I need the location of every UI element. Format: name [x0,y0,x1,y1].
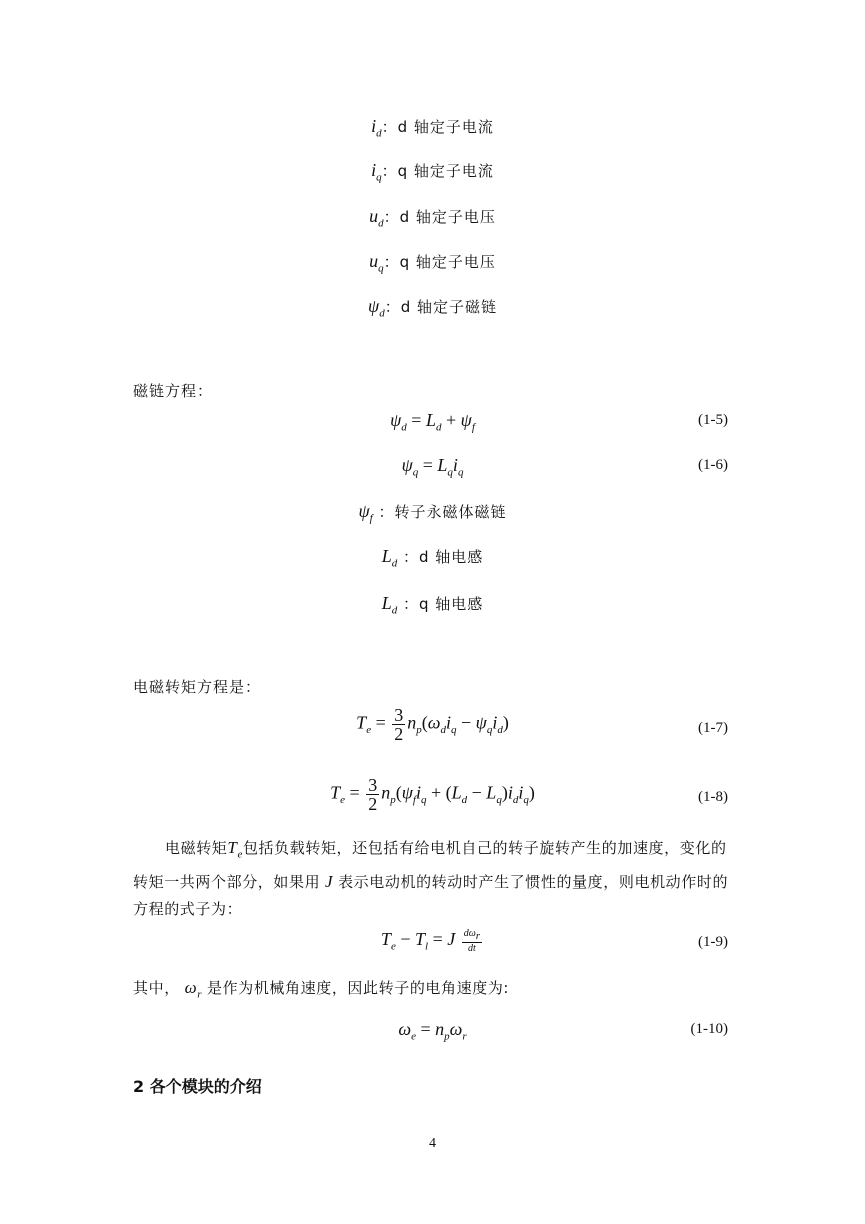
def-id: $i_d$：d 轴定子电流 [371,116,494,140]
eq-number-1-10: (1-10) [690,1021,728,1037]
equation-1-5: $\psi_d = L_d + \psi_f$ [390,410,475,434]
paragraph-electrical-speed: 其中， $\omega_r$ 是作为机械角速度，因此转子的电角速度为: [133,978,510,1001]
section-heading: 2 各个模块的介绍 [133,1077,262,1096]
eq-number-1-6: (1-6) [698,457,728,473]
eq-number-1-5: (1-5) [698,412,728,428]
def-lq: $L_d$ ：q 轴电感 [381,593,484,617]
def-ld: $L_d$ ：d 轴电感 [381,546,484,570]
flux-equation-heading: 磁链方程： [133,382,214,400]
def-psif: $\psi_f$ ：转子永磁体磁链 [358,501,507,525]
eq-number-1-7: (1-7) [698,720,728,736]
def-uq: $u_q$：q 轴定子电压 [369,251,496,275]
equation-1-6: $\psi_q = L_qi_q$ [401,455,464,479]
paragraph-torque-description: 电磁转矩$T_e$包括负载转矩，还包括有给电机自己的转子旋转产生的加速度，变化的转矩一共两个部分，如果用 J 表示电动机的转动时产生了惯性的量度，则电机动作时的方程的式子为： [133,838,729,919]
eq-number-1-9: (1-9) [698,934,728,950]
equation-1-7: $T_e$ = $\frac{3}{2}$ $n_p(\omega_di_q - \psi_qi_d)$ [356,705,509,744]
def-ud: $u_d$：d 轴定子电压 [369,206,496,230]
def-psid: $\psi_d$：d 轴定子磁链 [368,296,497,320]
equation-1-9: $T_e - T_l = J$ $\frac{d\omega_r}{dt}$ [380,928,481,954]
equation-1-10: $\omega_e = n_p\omega_r$ [398,1019,467,1043]
eq-number-1-8: (1-8) [698,789,728,805]
page-number: 4 [429,1136,436,1151]
equation-1-8: $T_e$ = $\frac{3}{2}$ $n_p(\psi_fi_q + (L_d - L_q)i_di_q)$ [330,775,535,814]
torque-equation-heading: 电磁转矩方程是： [133,678,262,696]
def-iq: $i_q$：q 轴定子电流 [371,160,494,184]
